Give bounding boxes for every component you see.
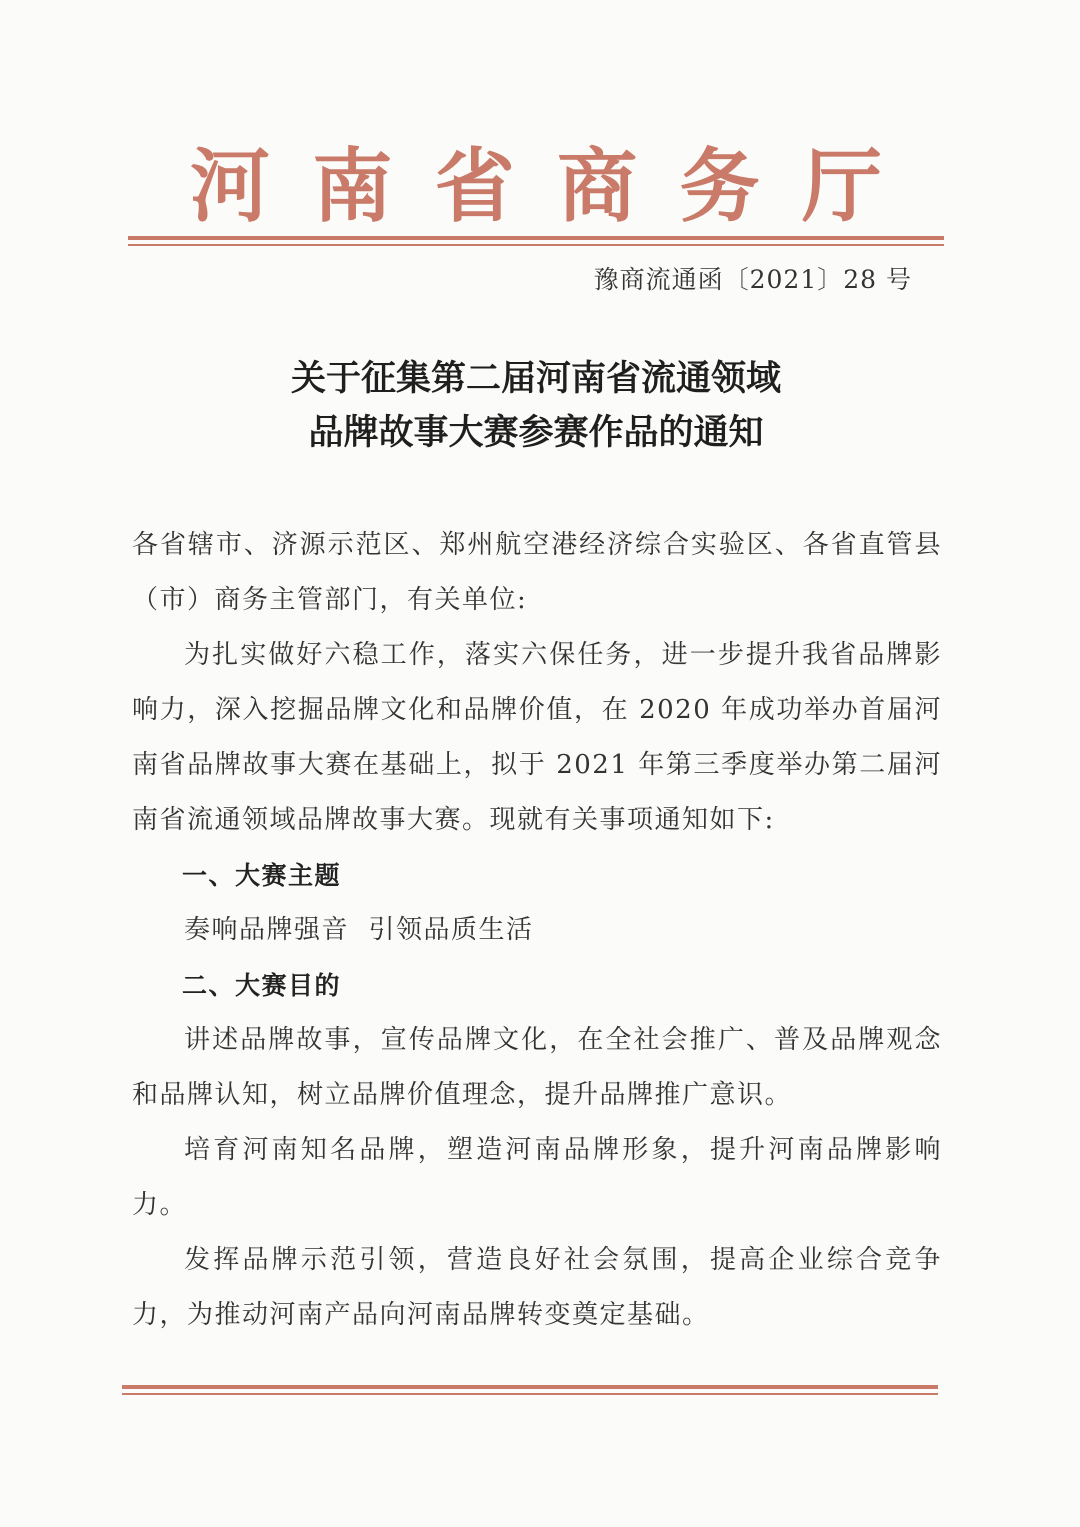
masthead-char: 河 (190, 139, 270, 233)
document-body (132, 518, 942, 1343)
document-number: 豫商流通函〔2021〕28 号 (593, 265, 912, 294)
header-divider (128, 236, 944, 246)
issuing-authority-masthead (130, 138, 942, 234)
masthead-char: 务 (679, 139, 760, 233)
section-1-heading: 一、大赛主题 (182, 861, 342, 890)
salutation: 各省辖市、济源示范区、郑州航空港经济综合实验区、各省直管县（市）商务主管部门，有关单位: (132, 530, 942, 615)
section-1-text: 奏响品牌强音 引领品质生活 (184, 915, 534, 945)
section-2-paragraph-1: 讲述品牌故事，宣传品牌文化，在全社会推广、普及品牌观念和品牌认知，树立品牌价值理念，提升品牌推广意识。 (132, 1025, 942, 1110)
section-2-heading: 二、大赛目的 (182, 971, 342, 1000)
masthead-char: 南 (312, 139, 393, 233)
section-2-paragraph-2: 培育河南知名品牌，塑造河南品牌形象，提升河南品牌影响力。 (132, 1135, 942, 1220)
title-line-1: 关于征集第二届河南省流通领域 (290, 358, 781, 399)
masthead-char: 商 (557, 139, 638, 233)
masthead-char: 省 (434, 139, 515, 233)
title-line-2: 品牌故事大赛参赛作品的通知 (308, 412, 764, 453)
intro-paragraph: 为扎实做好六稳工作，落实六保任务，进一步提升我省品牌影响力，深入挖掘品牌文化和品牌价值，在 2020 年成功举办首届河南省品牌故事大赛在基础上，拟于 2021 年第三季度举办第二届河南省流通领域品牌故事大赛。现就有关事项通知如下: (132, 640, 942, 835)
masthead-char: 厅 (801, 139, 882, 233)
footer-divider (122, 1385, 938, 1395)
section-2-paragraph-3: 发挥品牌示范引领，营造良好社会氛围，提高企业综合竞争力，为推动河南产品向河南品牌转变奠定基础。 (132, 1245, 942, 1330)
document-title (130, 352, 942, 460)
